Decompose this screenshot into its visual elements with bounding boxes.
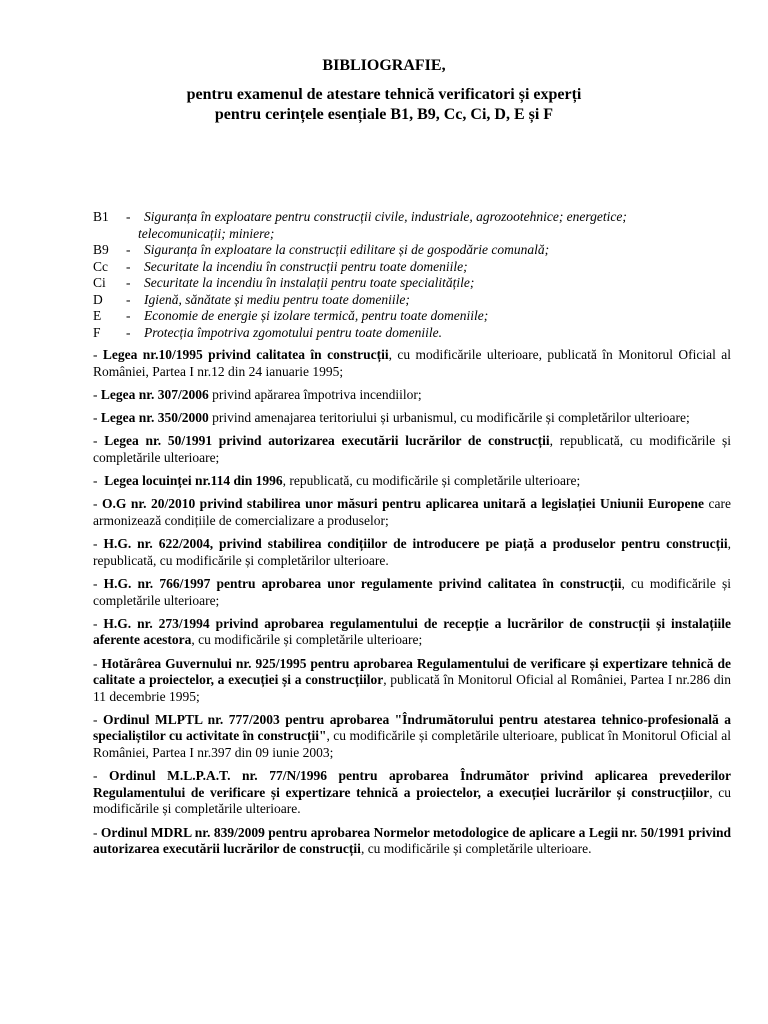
- requirement-code: Ci: [93, 275, 106, 290]
- bibliography-item: [93, 616, 731, 649]
- item-details: privind amenajarea teritoriului și urbanismul, cu modificările și completărilor ulterioare;: [208, 410, 690, 426]
- item-prefix: -: [93, 386, 101, 402]
- bibliography-item: [93, 825, 731, 858]
- requirement-description: Siguranța în exploatare pentru construcții civile, industriale, agrozootehnice; energetice;: [144, 209, 627, 224]
- item-prefix: -: [93, 711, 103, 727]
- item-details: , cu modificările ulterioare, publicată în Monitorul Oficial al României, Partea I nr.12 din 24 ianuarie 1995;: [93, 347, 731, 379]
- item-prefix: -: [93, 768, 110, 784]
- requirement-row: [93, 209, 733, 226]
- requirement-description: Protecția împotriva zgomotului pentru toate domeniile.: [144, 324, 442, 340]
- item-details: privind apărarea împotriva incendiilor;: [208, 386, 422, 402]
- requirement-description: telecomunicații; miniere;: [138, 225, 275, 241]
- item-title: Legea nr.10/1995 privind calitatea în construcții: [102, 347, 389, 362]
- requirement-row: [93, 308, 733, 325]
- page-title: BIBLIOGRAFIE,: [322, 57, 446, 74]
- requirement-description: Igienă, sănătate și mediu pentru toate domeniile;: [144, 291, 410, 307]
- item-title: Ordinul MDRL nr. 839/2009 pentru aprobarea Normelor metodologice de aplicare a Legii nr. 50/1991 privind autorizarea executării lucrărilor de construcții: [93, 824, 732, 857]
- item-prefix: -: [93, 655, 102, 671]
- requirement-row: [93, 242, 733, 259]
- requirement-dash: -: [126, 209, 131, 224]
- bibliography-item: [93, 433, 731, 466]
- item-title: Hotărârea Guvernului nr. 925/1995 pentru aprobarea Regulamentului de verificare și expertizare tehnică de calitate a proiectelor, a execuției și a construcțiilor: [93, 655, 731, 688]
- bibliography-item: [93, 473, 731, 490]
- item-prefix: -: [93, 824, 101, 840]
- item-title: H.G. nr. 273/1994 privind aprobarea regulamentului de recepție a lucrărilor de construcții și instalațiile aferente acestora: [93, 615, 731, 648]
- bibliography-item: [93, 410, 731, 427]
- item-prefix: -: [93, 410, 101, 426]
- requirement-row-continuation: [93, 226, 733, 243]
- requirement-description: Siguranța în exploatare la construcții edilitare și de gospodărie comunală;: [144, 242, 550, 257]
- item-prefix: -: [93, 347, 103, 362]
- requirement-row: [93, 259, 733, 276]
- item-details: , cu modificările și completările ulterioare.: [93, 784, 731, 817]
- item-prefix: -: [93, 576, 104, 592]
- requirement-dash: -: [126, 324, 131, 340]
- requirement-dash: -: [126, 275, 131, 290]
- item-title: Legea nr. 350/2000: [100, 410, 209, 426]
- bibliography-item: [93, 496, 731, 529]
- item-prefix: -: [93, 536, 104, 552]
- requirement-code: F: [93, 324, 101, 340]
- bibliography-item: [93, 576, 731, 609]
- item-details: , cu modificările și completările ulterioare;: [93, 576, 731, 608]
- requirement-code: D: [93, 291, 103, 307]
- requirement-description: Securitate la incendiu în instalații pentru toate specialitățile;: [144, 275, 475, 290]
- bibliography-item: [93, 536, 731, 569]
- bibliography-item: [93, 656, 731, 706]
- item-details: care armonizează condițiile de comercializare a produselor;: [93, 496, 731, 528]
- item-title: Legea nr. 307/2006: [100, 386, 209, 402]
- item-prefix: -: [93, 433, 105, 449]
- requirement-dash: -: [126, 258, 131, 274]
- item-title: H.G. nr. 766/1997 pentru aprobarea unor regulamente privind calitatea în construcții: [103, 576, 622, 592]
- bibliography-item: [93, 387, 731, 404]
- requirement-code: B9: [93, 242, 109, 257]
- bibliography-item: [93, 712, 731, 762]
- subtitle-line-2: pentru cerințele esențiale B1, B9, Cc, Ci, D, E și F: [214, 106, 554, 123]
- item-details: , republicată, cu modificările și completărilor ulterioare.: [93, 536, 731, 568]
- requirement-code: B1: [93, 209, 109, 224]
- item-title: Legea locuinței nr.114 din 1996: [104, 473, 283, 489]
- item-details: , republicată, cu modificările și completările ulterioare;: [93, 433, 731, 465]
- requirement-description: Securitate la incendiu în construcții pentru toate domeniile;: [144, 258, 468, 274]
- item-title: Ordinul M.L.P.A.T. nr. 77/N/1996 pentru aprobarea Îndrumător privind aplicarea prevederilor Regulamentului de verificare și expertizare tehnică a proiectelor, a execuției lucrărilor și construcțiilor: [93, 768, 731, 800]
- item-details: , cu modificările și completările ulterioare.: [360, 841, 592, 857]
- item-details: , cu modificările și completările ulterioare, publicat în Monitorul Oficial al României, Partea I nr.397 din 09 iunie 2003;: [93, 728, 731, 760]
- requirement-code: Cc: [93, 258, 108, 274]
- requirement-dash: -: [126, 308, 131, 323]
- item-title: O.G nr. 20/2010 privind stabilirea unor măsuri pentru aplicarea unitară a legislației Uniunii Europene: [101, 496, 705, 512]
- bibliography-item: [93, 768, 731, 818]
- item-title: H.G. nr. 622/2004, privind stabilirea condițiilor de introducere pe piață a produselor pentru construcții: [103, 536, 728, 552]
- item-title: Ordinul MLPTL nr. 777/2003 pentru aprobarea "Îndrumătorului pentru atestarea tehnico-profesională a specialiștilor cu activitate în construcții": [93, 711, 731, 744]
- item-details: , publicată în Monitorul Oficial al României, Partea I nr.286 din 11 decembrie 1995;: [93, 672, 732, 704]
- item-prefix: -: [93, 615, 104, 631]
- requirement-description: Economie de energie și izolare termică, pentru toate domeniile;: [144, 308, 489, 323]
- subtitle-line-1: pentru examenul de atestare tehnică verificatori și experți: [186, 86, 582, 103]
- requirement-dash: -: [126, 291, 131, 307]
- item-prefix: -: [93, 496, 102, 512]
- bibliography-item: [93, 347, 731, 380]
- requirement-row: [93, 292, 733, 309]
- bibliography-list: [93, 347, 731, 864]
- item-details: , republicată, cu modificările și completările ulterioare;: [282, 473, 581, 489]
- requirement-dash: -: [126, 242, 131, 257]
- item-details: , cu modificările și completările ulterioare;: [191, 632, 423, 648]
- requirement-row: [93, 275, 733, 292]
- requirements-list: [93, 209, 733, 341]
- item-prefix: -: [93, 473, 105, 489]
- item-title: Legea nr. 50/1991 privind autorizarea executării lucrărilor de construcții: [104, 433, 550, 449]
- title-block: [0, 56, 768, 125]
- requirement-code: E: [93, 308, 102, 323]
- requirement-row: [93, 325, 733, 342]
